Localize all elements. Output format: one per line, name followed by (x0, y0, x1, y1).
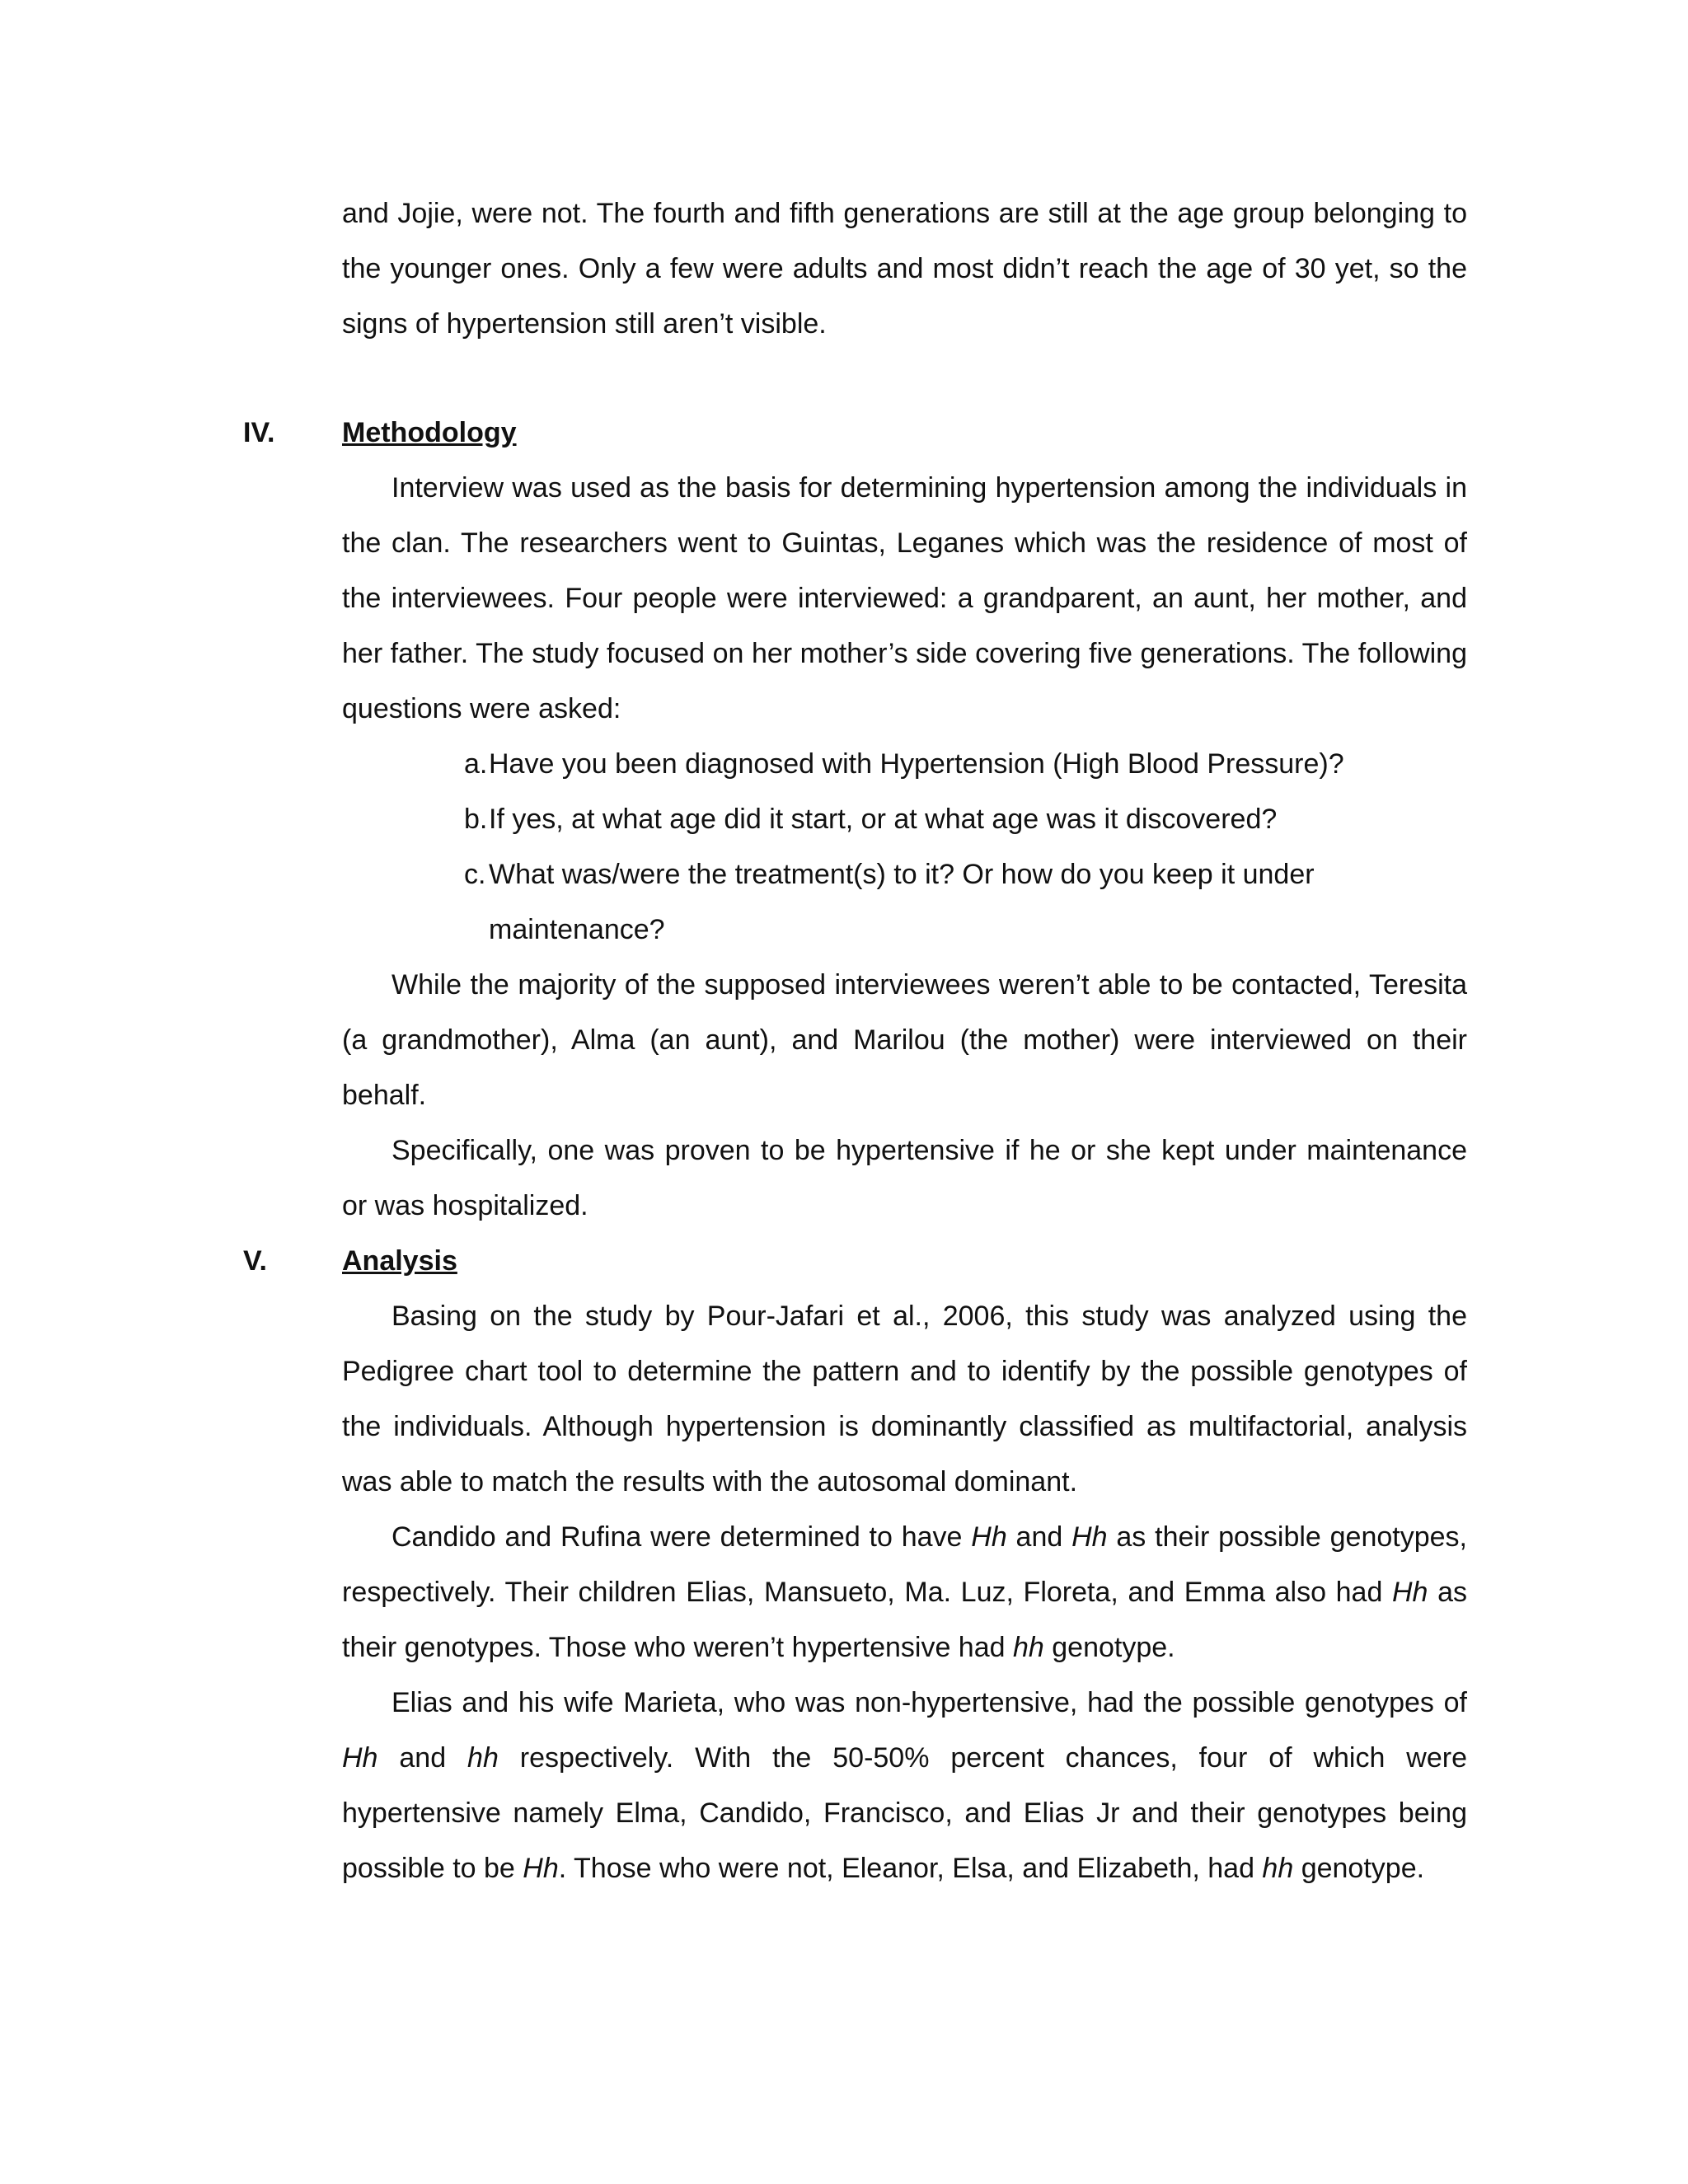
list-marker: b. (464, 804, 488, 835)
spacer (342, 352, 1467, 405)
analysis-paragraph: Basing on the study by Pour-Jafari et al., 2006, this study was analyzed using the Pedigree chart tool to determine the pattern and to identify by the possible genotypes of the individuals. Although hypertension is dominantly classified as multifactorial, analysis was able to match the results with the autosomal dominant. (342, 1301, 1467, 1497)
list-marker: c. (464, 859, 486, 890)
page-content (243, 186, 1468, 1896)
text-run: Elias and his wife Marieta, who was non-hypertensive, had the possible genotypes of (392, 1687, 1467, 1718)
methodology-paragraph: Specifically, one was proven to be hypertensive if he or she kept under maintenance or was hospitalized. (342, 1135, 1467, 1221)
analysis-paragraph (342, 1675, 1467, 1896)
text-run: as their genotypes. Those who weren’t hypertensive had (342, 1577, 1468, 1663)
list-item-text: If yes, at what age did it start, or at what age was it discovered? (489, 804, 1278, 835)
genotype-term: Hh (1071, 1521, 1108, 1553)
interview-questions-list (342, 737, 1467, 958)
text-run: Candido and Rufina were determined to have (392, 1521, 972, 1553)
text-run: as their possible genotypes, respectively. Their children Elias, Mansueto, Ma. Luz, Floreta, and Emma also had (342, 1521, 1467, 1608)
list-marker: a. (464, 748, 488, 780)
genotype-term: Hh (342, 1742, 378, 1774)
genotype-term: Hh (523, 1853, 559, 1884)
genotype-term: hh (1262, 1853, 1294, 1884)
text-run: respectively. With the 50-50% percent chances, four of which were hypertensive namely Elma, Candido, Francisco, and Elias Jr and their genotypes being possible to be (342, 1742, 1468, 1884)
analysis-paragraph (342, 1510, 1467, 1675)
section-title: Analysis (342, 1245, 457, 1277)
genotype-term: hh (467, 1742, 499, 1774)
text-run: . Those who were not, Eleanor, Elsa, and Elizabeth, had (558, 1853, 1263, 1884)
text-run: genotype. (1293, 1853, 1425, 1884)
list-item (342, 847, 1467, 958)
section-title: Methodology (342, 417, 517, 448)
section-number: V. (243, 1245, 268, 1277)
text-run: and (377, 1742, 468, 1774)
text-run: and (1006, 1521, 1072, 1553)
list-item (342, 737, 1467, 792)
methodology-paragraph: Interview was used as the basis for determining hypertension among the individuals in the clan. The researchers went to Guintas, Leganes which was the residence of most of the interviewees. Four people were interviewed: a grandparent, an aunt, her mother, and her father. The study focused on her mother’s side covering five generations. The following questions were asked: (342, 472, 1467, 724)
list-item-text: What was/were the treatment(s) to it? Or how do you keep it under maintenance? (489, 859, 1315, 945)
genotype-term: Hh (1392, 1577, 1428, 1608)
genotype-term: hh (1012, 1632, 1044, 1663)
section-number: IV. (243, 417, 275, 448)
section-heading-analysis (243, 1234, 1467, 1289)
intro-paragraph: and Jojie, were not. The fourth and fifth generations are still at the age group belonging to the younger ones. Only a few were adults and most didn’t reach the age of 30 yet, so the signs of hypertension still aren’t visible. (342, 198, 1467, 340)
methodology-paragraph: While the majority of the supposed interviewees weren’t able to be contacted, Teresita (a grandmother), Alma (an aunt), and Marilou (the mother) were interviewed on their behalf. (342, 969, 1467, 1111)
text-run: genotype. (1043, 1632, 1175, 1663)
section-heading-methodology (243, 405, 1467, 461)
list-item (342, 792, 1467, 847)
genotype-term: Hh (971, 1521, 1007, 1553)
list-item-text: Have you been diagnosed with Hypertension (High Blood Pressure)? (489, 748, 1344, 780)
